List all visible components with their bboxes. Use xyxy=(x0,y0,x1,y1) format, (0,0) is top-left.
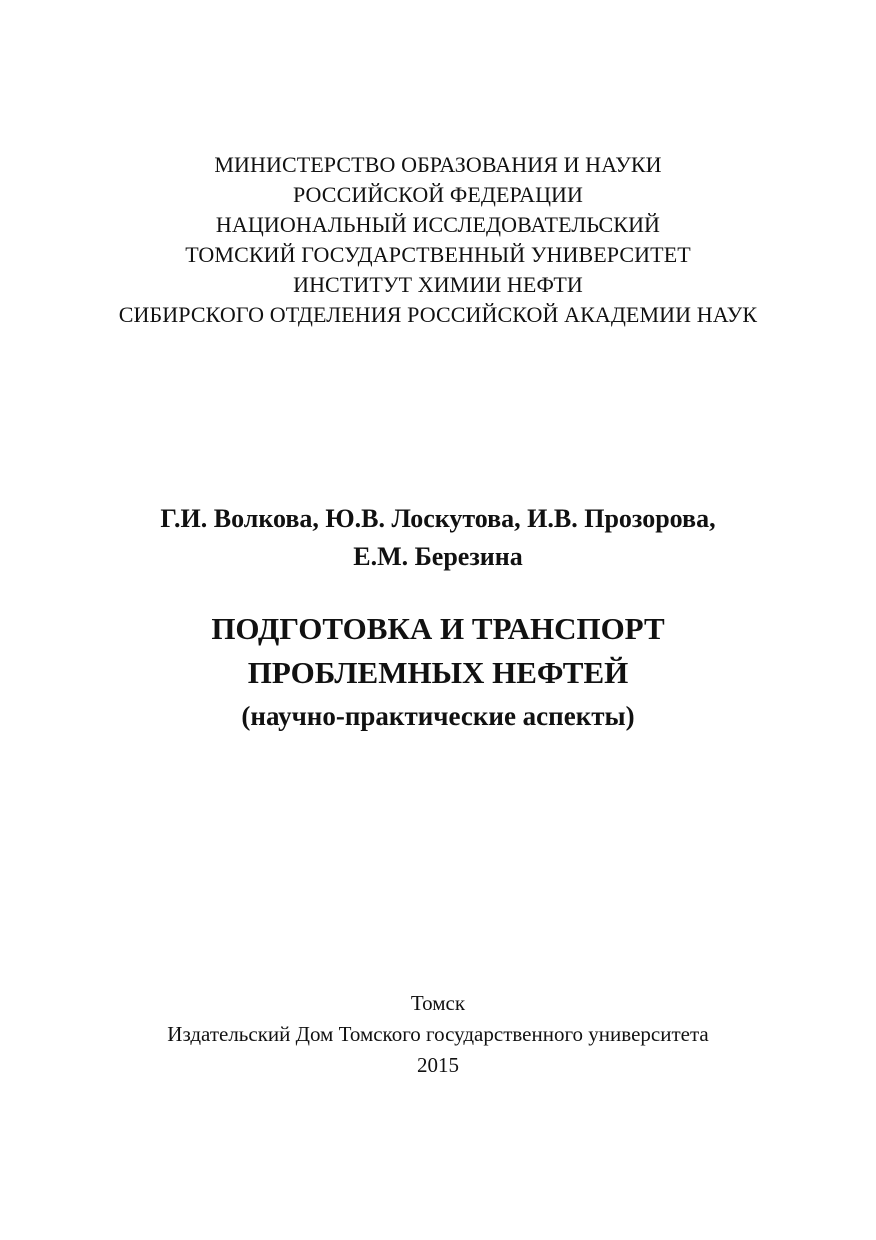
book-title xyxy=(0,607,876,737)
institution-line: РОССИЙСКОЙ ФЕДЕРАЦИИ xyxy=(292,182,584,207)
imprint-city: Томск xyxy=(410,991,466,1015)
title-line: ПОДГОТОВКА И ТРАНСПОРТ xyxy=(211,611,665,646)
subtitle: (научно-практические аспекты) xyxy=(241,701,635,731)
institution-line: МИНИСТЕРСТВО ОБРАЗОВАНИЯ И НАУКИ xyxy=(214,152,662,177)
institution-line: ТОМСКИЙ ГОСУДАРСТВЕННЫЙ УНИВЕРСИТЕТ xyxy=(185,242,691,267)
institution-header xyxy=(0,150,876,330)
institution-line: НАЦИОНАЛЬНЫЙ ИССЛЕДОВАТЕЛЬСКИЙ xyxy=(215,212,661,237)
institution-line: СИБИРСКОГО ОТДЕЛЕНИЯ РОССИЙСКОЙ АКАДЕМИИ НАУК xyxy=(118,302,758,327)
imprint-year: 2015 xyxy=(417,1053,459,1077)
authors-line: Е.М. Березина xyxy=(353,542,523,571)
authors xyxy=(0,500,876,576)
imprint xyxy=(0,988,876,1081)
authors-line: Г.И. Волкова, Ю.В. Лоскутова, И.В. Прозорова, xyxy=(160,504,716,533)
institution-line: ИНСТИТУТ ХИМИИ НЕФТИ xyxy=(293,272,583,297)
imprint-publisher: Издательский Дом Томского государственного университета xyxy=(167,1022,709,1046)
title-line: ПРОБЛЕМНЫХ НЕФТЕЙ xyxy=(247,655,629,690)
